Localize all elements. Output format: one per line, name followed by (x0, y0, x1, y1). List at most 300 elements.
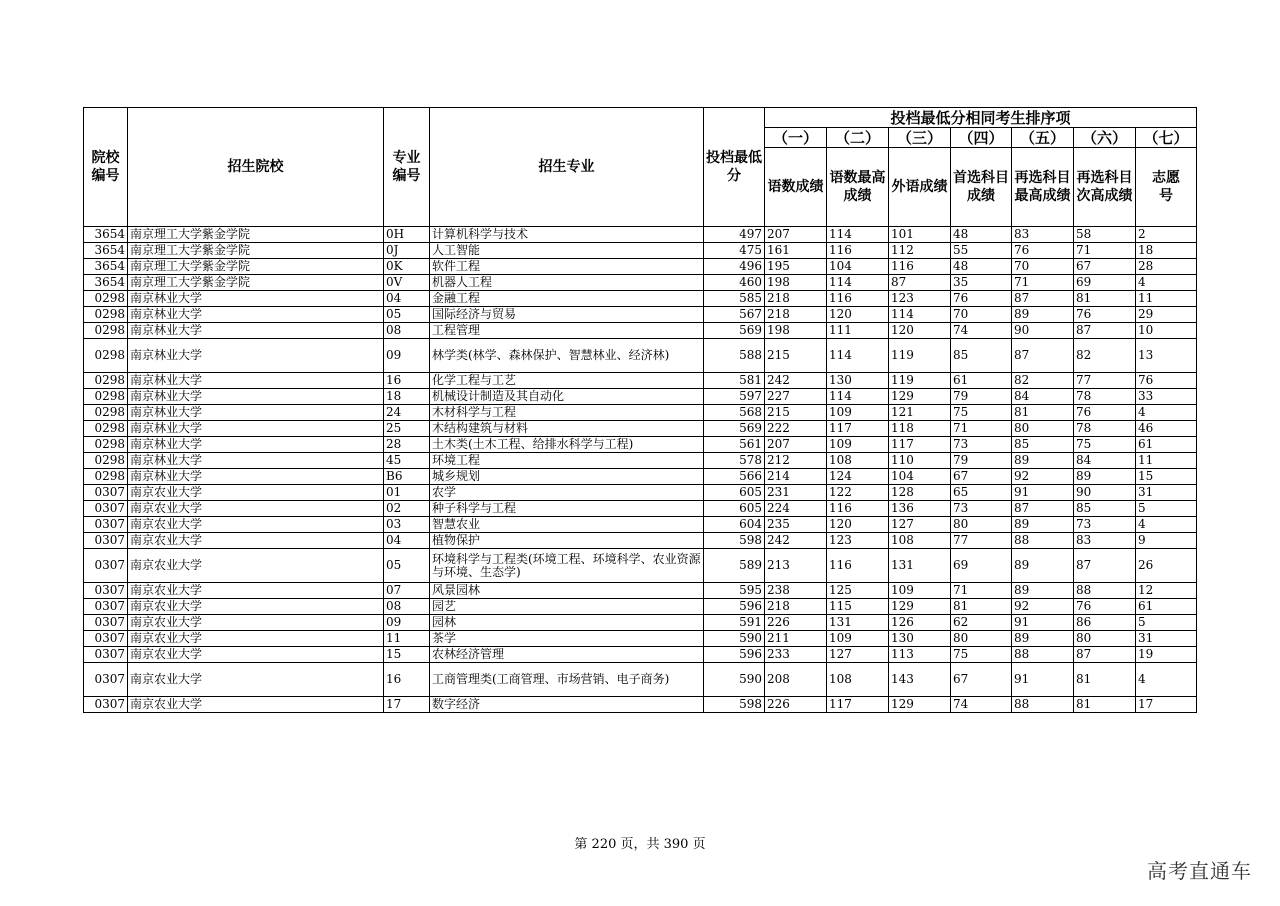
cell-school: 南京林业大学 (128, 469, 384, 485)
cell-tiebreak-1: 218 (765, 307, 827, 323)
cell-major-code: 04 (384, 291, 430, 307)
table-row (84, 647, 1197, 663)
cell-tiebreak-7: 4 (1136, 275, 1197, 291)
cell-major: 工商管理类(工商管理、市场营销、电子商务) (430, 663, 704, 697)
cell-tiebreak-3: 129 (889, 697, 951, 713)
cell-tiebreak-6: 84 (1074, 453, 1136, 469)
cell-tiebreak-3: 112 (889, 243, 951, 259)
cell-tiebreak-5: 91 (1012, 485, 1074, 501)
cell-major-code: 04 (384, 533, 430, 549)
cell-major: 城乡规划 (430, 469, 704, 485)
cell-min-score: 569 (704, 323, 765, 339)
cell-tiebreak-5: 80 (1012, 421, 1074, 437)
cell-school-code: 0298 (84, 437, 128, 453)
cell-tiebreak-3: 129 (889, 389, 951, 405)
cell-major: 化学工程与工艺 (430, 373, 704, 389)
cell-min-score: 460 (704, 275, 765, 291)
cell-tiebreak-7: 4 (1136, 663, 1197, 697)
cell-tiebreak-7: 61 (1136, 437, 1197, 453)
cell-school-code: 0298 (84, 389, 128, 405)
cell-tiebreak-3: 118 (889, 421, 951, 437)
cell-school: 南京农业大学 (128, 501, 384, 517)
header-sub-label: 外语成绩 (889, 148, 951, 227)
cell-tiebreak-7: 26 (1136, 549, 1197, 583)
cell-tiebreak-1: 215 (765, 405, 827, 421)
cell-tiebreak-1: 226 (765, 615, 827, 631)
cell-major-code: 11 (384, 631, 430, 647)
table-row (84, 453, 1197, 469)
table-row (84, 421, 1197, 437)
cell-min-score: 561 (704, 437, 765, 453)
cell-tiebreak-3: 109 (889, 583, 951, 599)
cell-tiebreak-2: 116 (827, 243, 889, 259)
cell-tiebreak-1: 224 (765, 501, 827, 517)
cell-school: 南京林业大学 (128, 421, 384, 437)
header-major-code (384, 108, 430, 227)
cell-school-code: 3654 (84, 243, 128, 259)
cell-tiebreak-1: 227 (765, 389, 827, 405)
admission-score-table (83, 107, 1197, 713)
cell-tiebreak-6: 82 (1074, 339, 1136, 373)
table-row (84, 631, 1197, 647)
cell-school-code: 0307 (84, 663, 128, 697)
cell-min-score: 588 (704, 339, 765, 373)
cell-major-code: 16 (384, 663, 430, 697)
cell-school: 南京农业大学 (128, 583, 384, 599)
cell-tiebreak-2: 122 (827, 485, 889, 501)
cell-tiebreak-5: 91 (1012, 663, 1074, 697)
cell-min-score: 567 (704, 307, 765, 323)
cell-tiebreak-4: 67 (951, 469, 1012, 485)
cell-major-code: 02 (384, 501, 430, 517)
cell-school: 南京林业大学 (128, 405, 384, 421)
cell-tiebreak-2: 130 (827, 373, 889, 389)
cell-tiebreak-5: 89 (1012, 307, 1074, 323)
cell-tiebreak-5: 92 (1012, 469, 1074, 485)
cell-tiebreak-6: 90 (1074, 485, 1136, 501)
cell-school: 南京理工大学紫金学院 (128, 227, 384, 243)
cell-tiebreak-1: 242 (765, 533, 827, 549)
cell-tiebreak-6: 89 (1074, 469, 1136, 485)
cell-tiebreak-6: 87 (1074, 549, 1136, 583)
table-row (84, 307, 1197, 323)
cell-tiebreak-4: 77 (951, 533, 1012, 549)
cell-major: 种子科学与工程 (430, 501, 704, 517)
header-sub-label: 语数成绩 (765, 148, 827, 227)
cell-min-score: 566 (704, 469, 765, 485)
table-row (84, 697, 1197, 713)
table-row (84, 373, 1197, 389)
cell-tiebreak-4: 71 (951, 583, 1012, 599)
cell-tiebreak-4: 35 (951, 275, 1012, 291)
header-school-text: 招生院校 (227, 159, 284, 175)
cell-major: 国际经济与贸易 (430, 307, 704, 323)
header-sub-label: 再选科目最高成绩 (1012, 148, 1074, 227)
cell-tiebreak-6: 78 (1074, 421, 1136, 437)
table-row (84, 243, 1197, 259)
cell-tiebreak-5: 89 (1012, 453, 1074, 469)
cell-tiebreak-5: 88 (1012, 647, 1074, 663)
cell-tiebreak-7: 13 (1136, 339, 1197, 373)
cell-school-code: 0298 (84, 291, 128, 307)
cell-tiebreak-5: 88 (1012, 533, 1074, 549)
cell-tiebreak-2: 111 (827, 323, 889, 339)
cell-tiebreak-7: 5 (1136, 615, 1197, 631)
cell-tiebreak-7: 2 (1136, 227, 1197, 243)
cell-tiebreak-4: 62 (951, 615, 1012, 631)
cell-tiebreak-1: 161 (765, 243, 827, 259)
cell-tiebreak-5: 87 (1012, 501, 1074, 517)
cell-tiebreak-5: 81 (1012, 405, 1074, 421)
cell-school: 南京农业大学 (128, 485, 384, 501)
cell-school: 南京农业大学 (128, 663, 384, 697)
cell-tiebreak-6: 88 (1074, 583, 1136, 599)
cell-min-score: 605 (704, 485, 765, 501)
cell-major: 工程管理 (430, 323, 704, 339)
table-row (84, 485, 1197, 501)
cell-tiebreak-4: 48 (951, 259, 1012, 275)
cell-tiebreak-5: 89 (1012, 631, 1074, 647)
cell-tiebreak-4: 65 (951, 485, 1012, 501)
cell-major-code: 01 (384, 485, 430, 501)
header-sub-num: （三） (889, 128, 951, 148)
cell-tiebreak-6: 69 (1074, 275, 1136, 291)
cell-school-code: 0307 (84, 533, 128, 549)
cell-tiebreak-6: 83 (1074, 533, 1136, 549)
cell-tiebreak-3: 130 (889, 631, 951, 647)
header-school-code-text: 院校编号 (91, 150, 120, 184)
cell-major-code: 07 (384, 583, 430, 599)
cell-tiebreak-5: 76 (1012, 243, 1074, 259)
cell-school: 南京农业大学 (128, 697, 384, 713)
cell-tiebreak-3: 104 (889, 469, 951, 485)
cell-major-code: 05 (384, 307, 430, 323)
header-min-score-text: 投档最低分 (706, 150, 762, 184)
cell-tiebreak-6: 71 (1074, 243, 1136, 259)
cell-min-score: 589 (704, 549, 765, 583)
cell-major: 木结构建筑与材料 (430, 421, 704, 437)
header-sub-label: 语数最高成绩 (827, 148, 889, 227)
cell-major-code: 45 (384, 453, 430, 469)
page-footer: 第 220 页，共 390 页 (574, 837, 706, 852)
header-major-code-text: 专业编号 (392, 150, 421, 184)
cell-tiebreak-4: 74 (951, 697, 1012, 713)
cell-tiebreak-1: 233 (765, 647, 827, 663)
cell-school: 南京农业大学 (128, 549, 384, 583)
cell-school: 南京农业大学 (128, 647, 384, 663)
cell-tiebreak-7: 31 (1136, 485, 1197, 501)
cell-tiebreak-3: 113 (889, 647, 951, 663)
cell-tiebreak-6: 76 (1074, 307, 1136, 323)
cell-major-code: 09 (384, 339, 430, 373)
cell-tiebreak-1: 215 (765, 339, 827, 373)
cell-tiebreak-6: 58 (1074, 227, 1136, 243)
cell-tiebreak-1: 218 (765, 291, 827, 307)
cell-tiebreak-3: 119 (889, 373, 951, 389)
cell-tiebreak-6: 86 (1074, 615, 1136, 631)
cell-school: 南京农业大学 (128, 631, 384, 647)
cell-tiebreak-3: 121 (889, 405, 951, 421)
cell-min-score: 590 (704, 631, 765, 647)
cell-school: 南京理工大学紫金学院 (128, 275, 384, 291)
cell-major: 环境科学与工程类(环境工程、环境科学、农业资源与环境、生态学) (430, 549, 704, 583)
cell-min-score: 569 (704, 421, 765, 437)
cell-tiebreak-4: 75 (951, 405, 1012, 421)
cell-tiebreak-1: 198 (765, 323, 827, 339)
cell-tiebreak-5: 85 (1012, 437, 1074, 453)
cell-tiebreak-7: 46 (1136, 421, 1197, 437)
cell-tiebreak-4: 85 (951, 339, 1012, 373)
cell-tiebreak-2: 108 (827, 663, 889, 697)
cell-tiebreak-1: 218 (765, 599, 827, 615)
table-row (84, 599, 1197, 615)
cell-tiebreak-6: 81 (1074, 697, 1136, 713)
cell-school: 南京林业大学 (128, 453, 384, 469)
cell-school-code: 0298 (84, 373, 128, 389)
cell-school-code: 0298 (84, 323, 128, 339)
cell-tiebreak-5: 88 (1012, 697, 1074, 713)
cell-tiebreak-3: 101 (889, 227, 951, 243)
cell-tiebreak-5: 71 (1012, 275, 1074, 291)
cell-tiebreak-3: 126 (889, 615, 951, 631)
cell-tiebreak-3: 123 (889, 291, 951, 307)
cell-major-code: B6 (384, 469, 430, 485)
header-sub-num: （四） (951, 128, 1012, 148)
cell-tiebreak-3: 119 (889, 339, 951, 373)
cell-school-code: 3654 (84, 259, 128, 275)
header-sub-num: （五） (1012, 128, 1074, 148)
cell-tiebreak-6: 87 (1074, 647, 1136, 663)
cell-min-score: 596 (704, 647, 765, 663)
cell-tiebreak-4: 61 (951, 373, 1012, 389)
cell-school: 南京林业大学 (128, 291, 384, 307)
cell-tiebreak-7: 4 (1136, 517, 1197, 533)
cell-tiebreak-7: 9 (1136, 533, 1197, 549)
table-row (84, 323, 1197, 339)
table-row (84, 275, 1197, 291)
cell-tiebreak-1: 235 (765, 517, 827, 533)
cell-tiebreak-2: 120 (827, 307, 889, 323)
table-row (84, 517, 1197, 533)
cell-school-code: 0298 (84, 339, 128, 373)
cell-tiebreak-4: 75 (951, 647, 1012, 663)
cell-min-score: 597 (704, 389, 765, 405)
cell-major-code: 09 (384, 615, 430, 631)
cell-school-code: 0298 (84, 421, 128, 437)
cell-tiebreak-6: 76 (1074, 599, 1136, 615)
cell-tiebreak-3: 131 (889, 549, 951, 583)
cell-tiebreak-3: 108 (889, 533, 951, 549)
cell-min-score: 585 (704, 291, 765, 307)
cell-school: 南京农业大学 (128, 599, 384, 615)
header-tiebreak-group (765, 108, 1197, 128)
cell-major-code: 16 (384, 373, 430, 389)
cell-tiebreak-3: 120 (889, 323, 951, 339)
cell-major-code: 08 (384, 599, 430, 615)
cell-major-code: 08 (384, 323, 430, 339)
cell-major-code: 17 (384, 697, 430, 713)
cell-tiebreak-7: 11 (1136, 453, 1197, 469)
cell-major: 数字经济 (430, 697, 704, 713)
cell-tiebreak-3: 117 (889, 437, 951, 453)
header-major (430, 108, 704, 227)
cell-school-code: 0298 (84, 469, 128, 485)
header-sub-label: 志愿号 (1136, 148, 1197, 227)
header-tiebreak-group-text: 投档最低分相同考生排序项 (890, 108, 1071, 127)
cell-tiebreak-6: 76 (1074, 405, 1136, 421)
cell-major: 机器人工程 (430, 275, 704, 291)
cell-tiebreak-2: 131 (827, 615, 889, 631)
cell-school: 南京林业大学 (128, 323, 384, 339)
cell-tiebreak-4: 48 (951, 227, 1012, 243)
cell-tiebreak-3: 87 (889, 275, 951, 291)
cell-tiebreak-3: 136 (889, 501, 951, 517)
cell-major-code: 25 (384, 421, 430, 437)
cell-school-code: 0307 (84, 583, 128, 599)
cell-school: 南京林业大学 (128, 389, 384, 405)
cell-tiebreak-4: 80 (951, 631, 1012, 647)
cell-school: 南京农业大学 (128, 517, 384, 533)
cell-tiebreak-1: 212 (765, 453, 827, 469)
cell-tiebreak-1: 207 (765, 437, 827, 453)
cell-min-score: 595 (704, 583, 765, 599)
cell-tiebreak-7: 10 (1136, 323, 1197, 339)
table-row (84, 259, 1197, 275)
cell-major-code: 18 (384, 389, 430, 405)
cell-tiebreak-6: 80 (1074, 631, 1136, 647)
cell-tiebreak-4: 70 (951, 307, 1012, 323)
cell-min-score: 496 (704, 259, 765, 275)
cell-major: 茶学 (430, 631, 704, 647)
table-row (84, 339, 1197, 373)
cell-tiebreak-7: 29 (1136, 307, 1197, 323)
cell-tiebreak-3: 129 (889, 599, 951, 615)
cell-tiebreak-7: 15 (1136, 469, 1197, 485)
cell-tiebreak-2: 114 (827, 389, 889, 405)
header-sub-num: （六） (1074, 128, 1136, 148)
cell-tiebreak-5: 89 (1012, 583, 1074, 599)
cell-school-code: 0307 (84, 485, 128, 501)
cell-tiebreak-4: 69 (951, 549, 1012, 583)
cell-tiebreak-6: 77 (1074, 373, 1136, 389)
cell-min-score: 591 (704, 615, 765, 631)
cell-tiebreak-4: 73 (951, 501, 1012, 517)
cell-major-code: 0J (384, 243, 430, 259)
cell-tiebreak-4: 67 (951, 663, 1012, 697)
cell-min-score: 578 (704, 453, 765, 469)
cell-school-code: 0307 (84, 647, 128, 663)
header-sub-label: 首选科目成绩 (951, 148, 1012, 227)
cell-major: 金融工程 (430, 291, 704, 307)
cell-major: 计算机科学与技术 (430, 227, 704, 243)
header-school-code (84, 108, 128, 227)
table-row (84, 501, 1197, 517)
cell-school-code: 0307 (84, 631, 128, 647)
table-body (84, 227, 1197, 713)
cell-school-code: 0307 (84, 501, 128, 517)
cell-tiebreak-7: 33 (1136, 389, 1197, 405)
cell-tiebreak-5: 82 (1012, 373, 1074, 389)
cell-major: 风景园林 (430, 583, 704, 599)
cell-tiebreak-2: 114 (827, 227, 889, 243)
cell-tiebreak-7: 61 (1136, 599, 1197, 615)
cell-major-code: 28 (384, 437, 430, 453)
cell-tiebreak-3: 116 (889, 259, 951, 275)
cell-major: 园艺 (430, 599, 704, 615)
cell-min-score: 605 (704, 501, 765, 517)
header-min-score (704, 108, 765, 227)
cell-tiebreak-1: 195 (765, 259, 827, 275)
cell-tiebreak-2: 109 (827, 405, 889, 421)
cell-tiebreak-6: 73 (1074, 517, 1136, 533)
cell-tiebreak-7: 5 (1136, 501, 1197, 517)
cell-tiebreak-7: 17 (1136, 697, 1197, 713)
cell-major-code: 0H (384, 227, 430, 243)
cell-tiebreak-1: 207 (765, 227, 827, 243)
cell-tiebreak-3: 110 (889, 453, 951, 469)
cell-tiebreak-7: 28 (1136, 259, 1197, 275)
cell-tiebreak-2: 120 (827, 517, 889, 533)
cell-tiebreak-1: 213 (765, 549, 827, 583)
cell-tiebreak-1: 231 (765, 485, 827, 501)
cell-tiebreak-6: 87 (1074, 323, 1136, 339)
cell-tiebreak-7: 19 (1136, 647, 1197, 663)
cell-tiebreak-6: 78 (1074, 389, 1136, 405)
cell-major-code: 15 (384, 647, 430, 663)
cell-major: 机械设计制造及其自动化 (430, 389, 704, 405)
cell-tiebreak-2: 117 (827, 697, 889, 713)
cell-min-score: 568 (704, 405, 765, 421)
table-row (84, 549, 1197, 583)
cell-tiebreak-2: 116 (827, 501, 889, 517)
cell-tiebreak-7: 31 (1136, 631, 1197, 647)
cell-tiebreak-6: 85 (1074, 501, 1136, 517)
cell-major-code: 0V (384, 275, 430, 291)
cell-major: 农学 (430, 485, 704, 501)
cell-major: 林学类(林学、森林保护、智慧林业、经济林) (430, 339, 704, 373)
cell-major: 智慧农业 (430, 517, 704, 533)
cell-tiebreak-4: 73 (951, 437, 1012, 453)
cell-school: 南京林业大学 (128, 307, 384, 323)
cell-tiebreak-5: 89 (1012, 549, 1074, 583)
cell-major: 人工智能 (430, 243, 704, 259)
cell-major: 软件工程 (430, 259, 704, 275)
cell-school: 南京理工大学紫金学院 (128, 243, 384, 259)
cell-tiebreak-5: 91 (1012, 615, 1074, 631)
cell-tiebreak-5: 84 (1012, 389, 1074, 405)
cell-tiebreak-4: 74 (951, 323, 1012, 339)
cell-tiebreak-2: 115 (827, 599, 889, 615)
cell-min-score: 590 (704, 663, 765, 697)
cell-tiebreak-5: 89 (1012, 517, 1074, 533)
cell-tiebreak-2: 123 (827, 533, 889, 549)
cell-school-code: 3654 (84, 275, 128, 291)
cell-school-code: 0298 (84, 307, 128, 323)
header-major-text: 招生专业 (538, 159, 595, 175)
header-sub-num: （七） (1136, 128, 1197, 148)
cell-tiebreak-2: 109 (827, 631, 889, 647)
table-row (84, 583, 1197, 599)
cell-school: 南京理工大学紫金学院 (128, 259, 384, 275)
table-row (84, 405, 1197, 421)
cell-tiebreak-6: 81 (1074, 291, 1136, 307)
table-row (84, 437, 1197, 453)
cell-school: 南京农业大学 (128, 615, 384, 631)
header-school (128, 108, 384, 227)
cell-tiebreak-1: 226 (765, 697, 827, 713)
cell-major-code: 0K (384, 259, 430, 275)
cell-tiebreak-4: 79 (951, 389, 1012, 405)
